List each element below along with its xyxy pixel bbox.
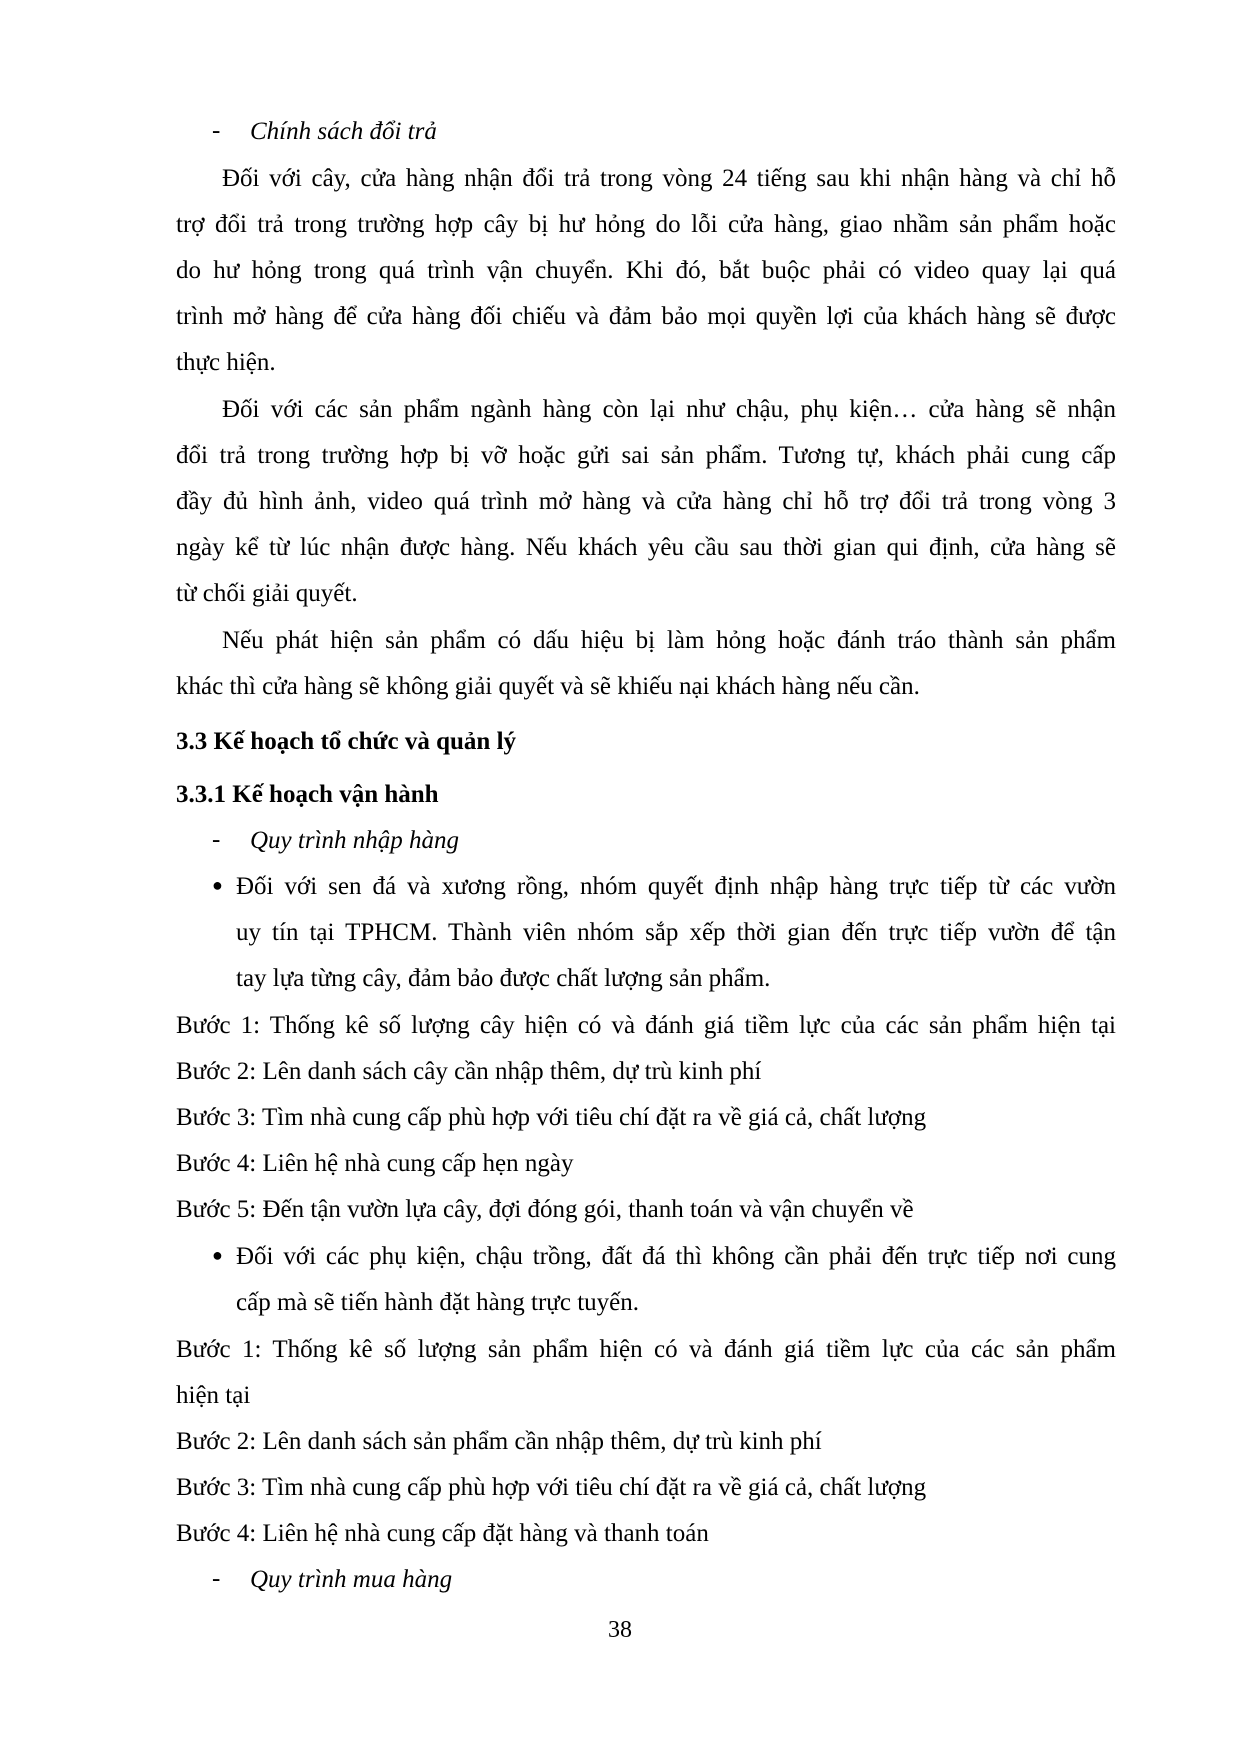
paragraph-line: trình mở hàng để cửa hàng đối chiếu và đảm bảo mọi quyền lợi của khách hàng sẽ được bbox=[176, 303, 1116, 330]
paragraph-line: Đối với các sản phẩm ngành hàng còn lại như chậu, phụ kiện… cửa hàng sẽ nhận bbox=[222, 396, 1116, 423]
paragraph-line: do hư hỏng trong quá trình vận chuyển. Khi đó, bắt buộc phải có video quay lại quá bbox=[176, 257, 1116, 284]
bullet-line: tay lựa từng cây, đảm bảo được chất lượng sản phẩm. bbox=[236, 965, 771, 992]
bullet-line: cấp mà sẽ tiến hành đặt hàng trực tuyến. bbox=[236, 1289, 639, 1316]
paragraph-line: trợ đổi trả trong trường hợp cây bị hư hỏng do lỗi cửa hàng, giao nhầm sản phẩm hoặc bbox=[176, 211, 1116, 238]
paragraph-line: từ chối giải quyết. bbox=[176, 580, 358, 607]
step-line: Bước 1: Thống kê số lượng sản phẩm hiện có và đánh giá tiềm lực của các sản phẩm bbox=[176, 1336, 1116, 1363]
paragraph-line: đổi trả trong trường hợp bị vỡ hoặc gửi sai sản phẩm. Tương tự, khách phải cung cấp bbox=[176, 442, 1116, 469]
step-line: Bước 2: Lên danh sách sản phẩm cần nhập thêm, dự trù kinh phí bbox=[176, 1428, 822, 1455]
step-line: Bước 4: Liên hệ nhà cung cấp hẹn ngày bbox=[176, 1150, 574, 1177]
paragraph-line: Đối với cây, cửa hàng nhận đổi trả trong vòng 24 tiếng sau khi nhận hàng và chỉ hỗ bbox=[222, 165, 1116, 192]
dash-marker: - bbox=[212, 117, 221, 144]
bullet-icon: ● bbox=[212, 1245, 223, 1265]
section-heading-3-3: 3.3 Kế hoạch tổ chức và quản lý bbox=[176, 728, 517, 755]
step-line: Bước 1: Thống kê số lượng cây hiện có và đánh giá tiềm lực của các sản phẩm hiện tại bbox=[176, 1012, 1116, 1039]
bullet-line: Đối với sen đá và xương rồng, nhóm quyết định nhập hàng trực tiếp từ các vườn bbox=[236, 873, 1116, 900]
import-process-heading: Quy trình nhập hàng bbox=[250, 827, 460, 854]
bullet-icon: ● bbox=[212, 875, 223, 895]
return-policy-heading: Chính sách đổi trả bbox=[250, 118, 437, 145]
step-line: hiện tại bbox=[176, 1382, 251, 1409]
step-line: Bước 2: Lên danh sách cây cần nhập thêm, dự trù kinh phí bbox=[176, 1058, 762, 1085]
step-line: Bước 3: Tìm nhà cung cấp phù hợp với tiêu chí đặt ra về giá cả, chất lượng bbox=[176, 1104, 927, 1131]
page-number: 38 bbox=[608, 1617, 632, 1643]
dash-marker: - bbox=[212, 826, 221, 853]
paragraph-line: Nếu phát hiện sản phẩm có dấu hiệu bị làm hỏng hoặc đánh tráo thành sản phẩm bbox=[222, 627, 1116, 654]
dash-marker: - bbox=[212, 1565, 221, 1592]
bullet-line: Đối với các phụ kiện, chậu trồng, đất đá thì không cần phải đến trực tiếp nơi cung bbox=[236, 1243, 1116, 1270]
paragraph-line: thực hiện. bbox=[176, 349, 276, 376]
bullet-line: uy tín tại TPHCM. Thành viên nhóm sắp xếp thời gian đến trực tiếp vườn để tận bbox=[236, 919, 1116, 946]
paragraph-line: ngày kể từ lúc nhận được hàng. Nếu khách yêu cầu sau thời gian qui định, cửa hàng sẽ bbox=[176, 534, 1116, 561]
step-line: Bước 3: Tìm nhà cung cấp phù hợp với tiêu chí đặt ra về giá cả, chất lượng bbox=[176, 1474, 927, 1501]
section-heading-3-3-1: 3.3.1 Kế hoạch vận hành bbox=[176, 781, 439, 808]
paragraph-line: đầy đủ hình ảnh, video quá trình mở hàng và cửa hàng chỉ hỗ trợ đổi trả trong vòng 3 bbox=[176, 488, 1116, 515]
step-line: Bước 4: Liên hệ nhà cung cấp đặt hàng và thanh toán bbox=[176, 1520, 709, 1547]
paragraph-line: khác thì cửa hàng sẽ không giải quyết và sẽ khiếu nại khách hàng nếu cần. bbox=[176, 673, 920, 700]
purchase-process-heading: Quy trình mua hàng bbox=[250, 1566, 453, 1593]
step-line: Bước 5: Đến tận vườn lựa cây, đợi đóng gói, thanh toán và vận chuyển về bbox=[176, 1196, 914, 1223]
